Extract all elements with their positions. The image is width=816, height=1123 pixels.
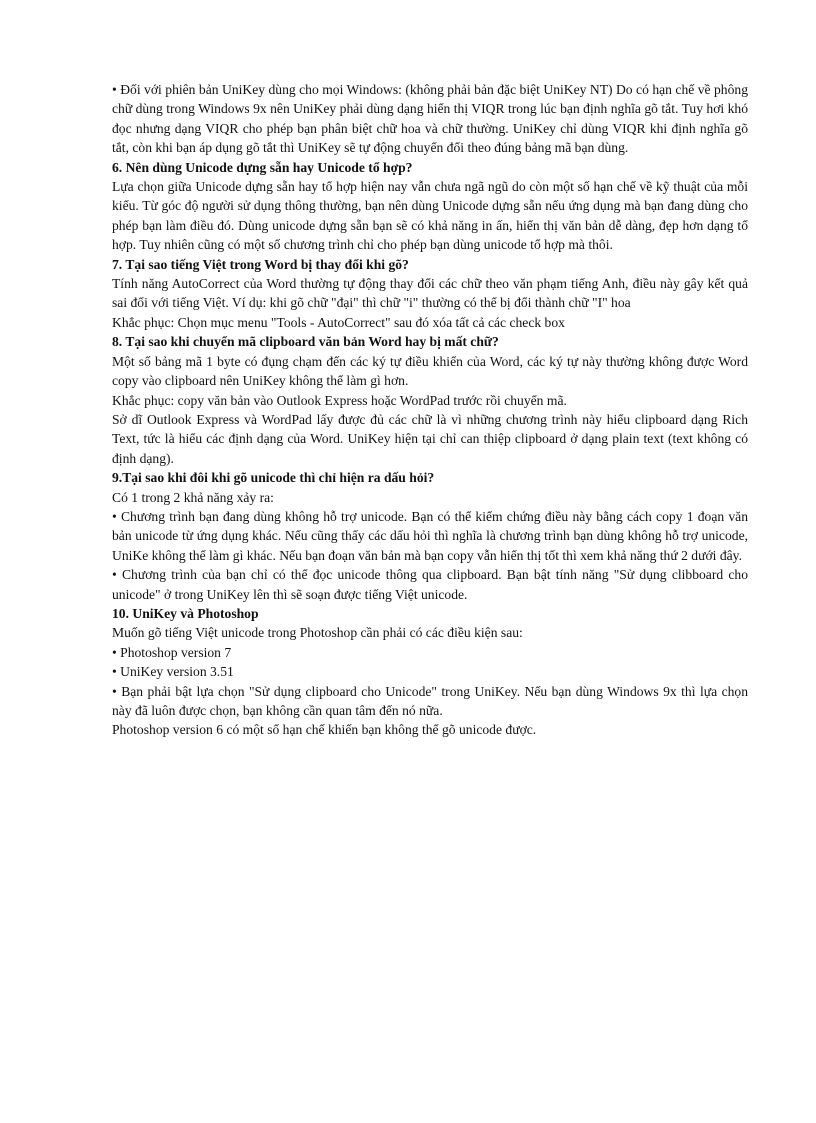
- paragraph-unicode-choice: Lựa chọn giữa Unicode dựng sẵn hay tổ hợp hiện nay vẫn chưa ngã ngũ do còn một số hạn chế về kỹ thuật của mỗi kiểu. Từ góc độ người sử dụng thông thường, bạn nên dùng Unicode dựng sẵn nếu ứng dụng mà bạn đang dùng cho phép bạn làm điều đó. Dùng unicode dựng sẵn bạn sẽ có khả năng in ấn, hiển thị văn bản dễ dàng, đẹp hơn dạng tổ hợp. Tuy nhiên cũng có một số chương trình chỉ cho phép bạn dùng unicode tổ hợp mà thôi.: [112, 179, 748, 253]
- heading-section-8: 8. Tại sao khi chuyển mã clipboard văn bản Word hay bị mất chữ?: [112, 334, 499, 350]
- heading-section-10: 10. UniKey và Photoshop: [112, 605, 259, 621]
- paragraph-clipboard-fix: Khắc phục: copy văn bản vào Outlook Express hoặc WordPad trước rồi chuyển mã.: [112, 392, 567, 408]
- paragraph-richtext-explanation: Sở dĩ Outlook Express và WordPad lấy được đủ các chữ là vì những chương trình này hiểu clipboard dạng Rich Text, tức là hiểu các định dạng của Word. UniKey hiện tại chỉ can thiệp clipboard ở dạng plain text (text không có định dạng).: [112, 411, 748, 466]
- paragraph-autocorrect: Tính năng AutoCorrect của Word thường tự động thay đổi các chữ theo văn phạm tiếng Anh, điều này gây kết quả sai đối với tiếng Việt. Ví dụ: khi gõ chữ "đại" thì chữ "i" thường có thể bị đổi thành chữ "I" hoa: [112, 276, 748, 311]
- paragraph-bullet-photoshop-version: • Photoshop version 7: [112, 644, 232, 660]
- paragraph-bullet-no-unicode: • Chương trình bạn đang dùng không hỗ trợ unicode. Bạn có thể kiểm chứng điều này bằng cách copy 1 đoạn văn bản unicode từ ứng dụng khác. Nếu cũng thấy các dấu hỏi thì nghĩa là chương trình bạn dùng không hỗ trợ unicode, UniKe không thể làm gì khác. Nếu bạn đoạn văn bản mà bạn copy vẫn hiển thị tốt thì xem khả năng thứ 2 dưới đây.: [112, 508, 748, 563]
- paragraph-photoshop-requirements: Muốn gõ tiếng Việt unicode trong Photoshop cần phải có các điều kiện sau:: [112, 625, 523, 641]
- heading-section-7: 7. Tại sao tiếng Việt trong Word bị thay đổi khi gõ?: [112, 256, 409, 272]
- paragraph-bullet-unikey-version: • UniKey version 3.51: [112, 664, 234, 680]
- paragraph-unikey-windows-note: • Đối với phiên bản UniKey dùng cho mọi Windows: (không phải bản đặc biệt UniKey NT) Do có hạn chế về phông chữ dùng trong Windows 9x nên UniKey phải dùng dạng hiển thị VIQR trong lúc bạn định nghĩa gõ tắt. Tuy hơi khó đọc nhưng dạng VIQR cho phép bạn phân biệt chữ hoa và chữ thường. UniKey chỉ dùng VIQR khi định nghĩa gõ tắt, còn khi bạn áp dụng gõ tắt thì UniKey sẽ tự động chuyển đổi theo đúng bảng mã bạn dùng.: [112, 82, 748, 156]
- paragraph-clipboard-issue: Một số bảng mã 1 byte có đụng chạm đến các ký tự điều khiển của Word, các ký tự này thường không được Word copy vào clipboard nên UniKey không thể làm gì hơn.: [112, 353, 748, 389]
- paragraph-two-possibilities: Có 1 trong 2 khả năng xảy ra:: [112, 489, 274, 505]
- paragraph-photoshop-6-note: Photoshop version 6 có một số hạn chế khiến bạn không thể gõ unicode được.: [112, 722, 537, 738]
- paragraph-bullet-clipboard-option: • Bạn phải bật lựa chọn "Sử dụng clipboard cho Unicode" trong UniKey. Nếu bạn dùng Windows 9x thì lựa chọn này đã luôn được chọn, bạn không cần quan tâm đến nó nữa.: [112, 683, 748, 718]
- paragraph-autocorrect-fix: Khắc phục: Chọn mục menu "Tools - AutoCorrect" sau đó xóa tất cả các check box: [112, 314, 565, 330]
- document-body: [112, 80, 748, 740]
- heading-section-6: 6. Nên dùng Unicode dựng sẵn hay Unicode tổ hợp?: [112, 159, 413, 175]
- heading-section-9: 9.Tại sao khi đôi khi gõ unicode thì chỉ hiện ra dấu hỏi?: [112, 470, 435, 486]
- paragraph-bullet-clipboard-unicode: • Chương trình của bạn chỉ có thể đọc unicode thông qua clipboard. Bạn bật tính năng "Sử dụng clibboard cho unicode" ở trong UniKey lên thì sẽ soạn được tiếng Việt unicode.: [112, 567, 748, 602]
